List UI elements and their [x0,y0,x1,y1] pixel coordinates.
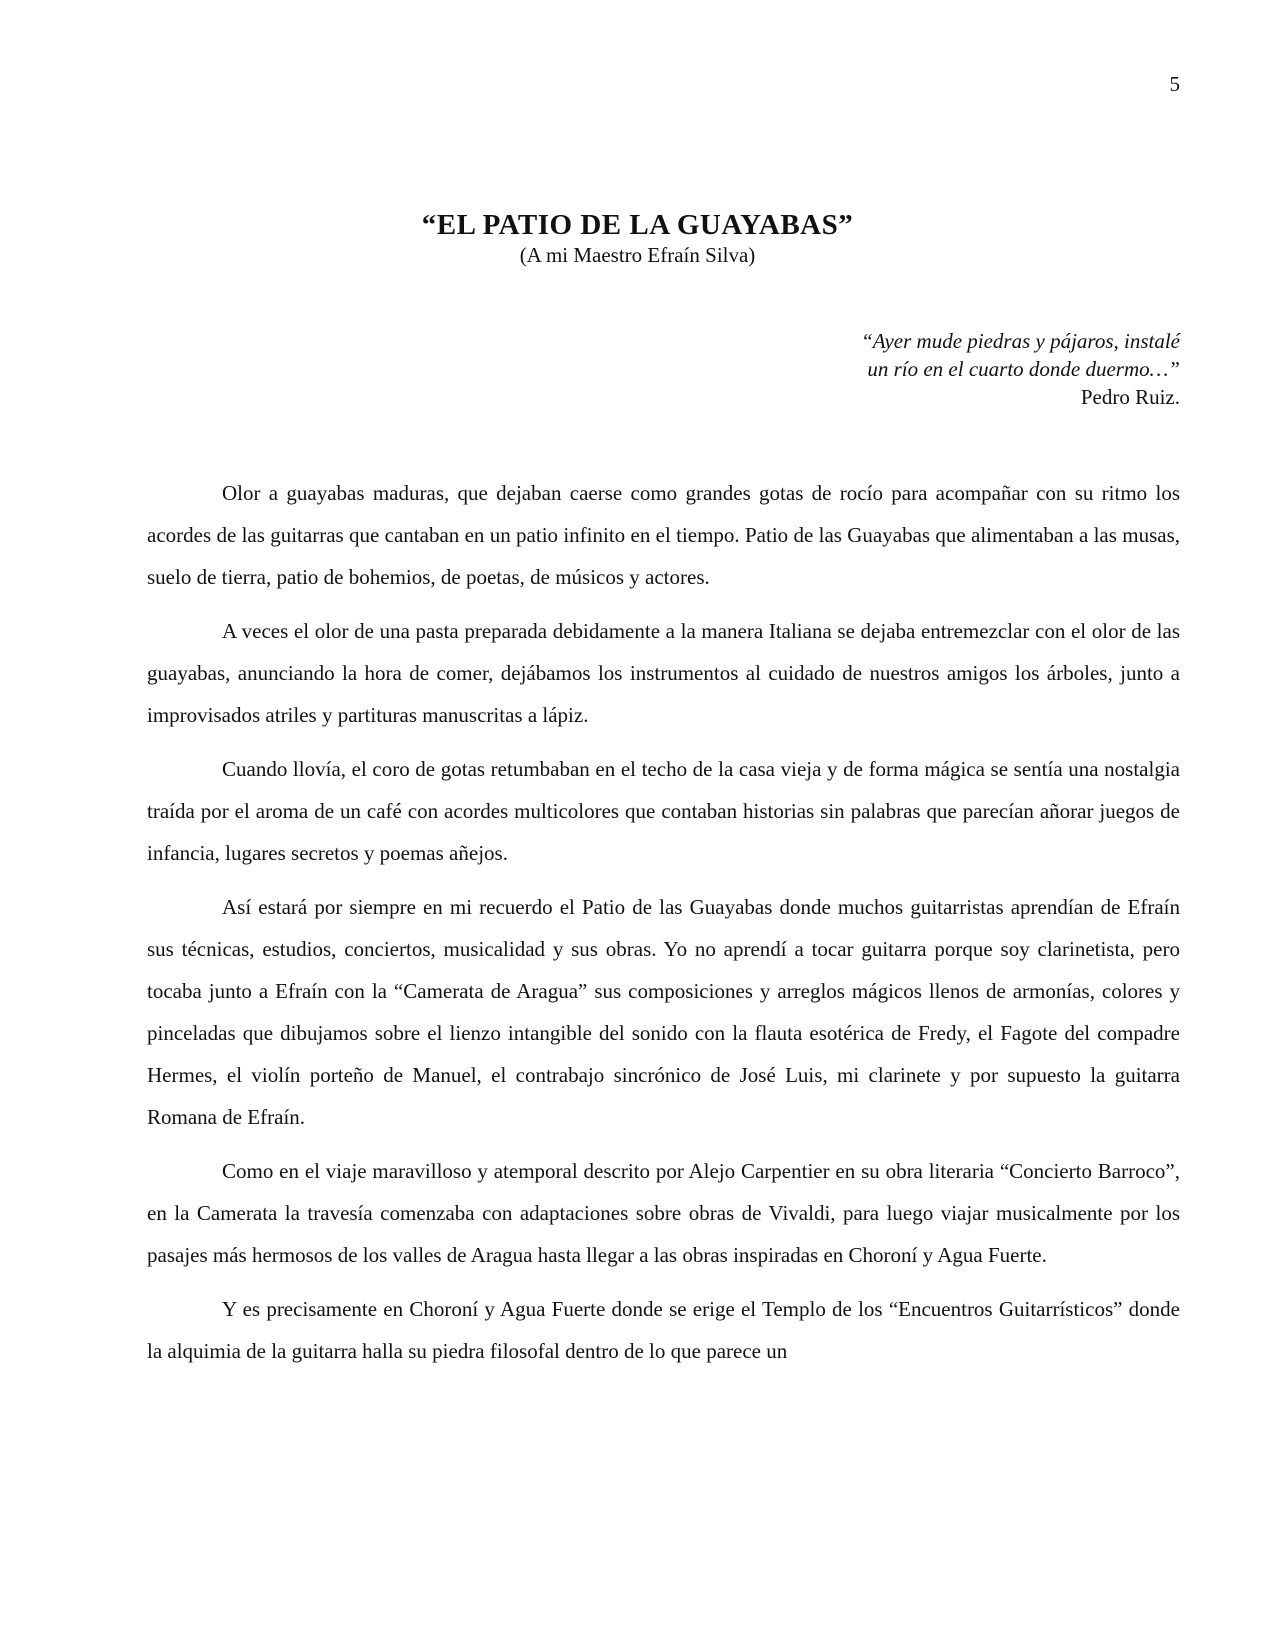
epigraph-line-1: “Ayer mude piedras y pájaros, instalé [861,329,1180,353]
dedication: (A mi Maestro Efraín Silva) [519,243,756,267]
paragraph: Y es precisamente en Choroní y Agua Fuerte donde se erige el Templo de los “Encuentros Guitarrísticos” donde la alquimia de la guitarra halla su piedra filosofal dentro de lo que parece un [147,1297,1180,1363]
paragraph: Así estará por siempre en mi recuerdo el Patio de las Guayabas donde muchos guitarristas aprendían de Efraín sus técnicas, estudios, conciertos, musicalidad y sus obras. Yo no aprendí a tocar guitarra porque soy clarinetista, pero tocaba junto a Efraín con la “Camerata de Aragua” sus composiciones y arreglos mágicos llenos de armonías, colores y pinceladas que dibujamos sobre el lienzo intangible del sonido con la flauta esotérica de Fredy, el Fagote del compadre Hermes, el violín porteño de Manuel, el contrabajo sincrónico de José Luis, mi clarinete y por supuesto la guitarra Romana de Efraín. [147,895,1180,1129]
body-text [147,472,1180,1384]
epigraph-line-2: un río en el cuarto donde duermo…” [867,357,1180,381]
epigraph-author: Pedro Ruiz. [1080,385,1180,409]
paragraph: Como en el viaje maravilloso y atemporal descrito por Alejo Carpentier en su obra literaria “Concierto Barroco”, en la Camerata la travesía comenzaba con adaptaciones sobre obras de Vivaldi, para luego viajar musicalmente por los pasajes más hermosos de los valles de Aragua hasta llegar a las obras inspiradas en Choroní y Agua Fuerte. [147,1159,1180,1267]
paragraph: Cuando llovía, el coro de gotas retumbaban en el techo de la casa vieja y de forma mágica se sentía una nostalgia traída por el aroma de un café con acordes multicolores que contaban historias sin palabras que parecían añorar juegos de infancia, lugares secretos y poemas añejos. [147,757,1180,865]
title-block [0,208,1275,268]
paragraph: A veces el olor de una pasta preparada debidamente a la manera Italiana se dejaba entremezclar con el olor de las guayabas, anunciando la hora de comer, dejábamos los instrumentos al cuidado de nuestros amigos los árboles, junto a improvisados atriles y partituras manuscritas a lápiz. [147,619,1180,727]
page-number: 5 [1169,72,1180,96]
epigraph [700,327,1180,411]
page-title: “EL PATIO DE LA GUAYABAS” [421,209,854,241]
paragraph: Olor a guayabas maduras, que dejaban caerse como grandes gotas de rocío para acompañar con su ritmo los acordes de las guitarras que cantaban en un patio infinito en el tiempo. Patio de las Guayabas que alimentaban a las musas, suelo de tierra, patio de bohemios, de poetas, de músicos y actores. [147,481,1180,589]
